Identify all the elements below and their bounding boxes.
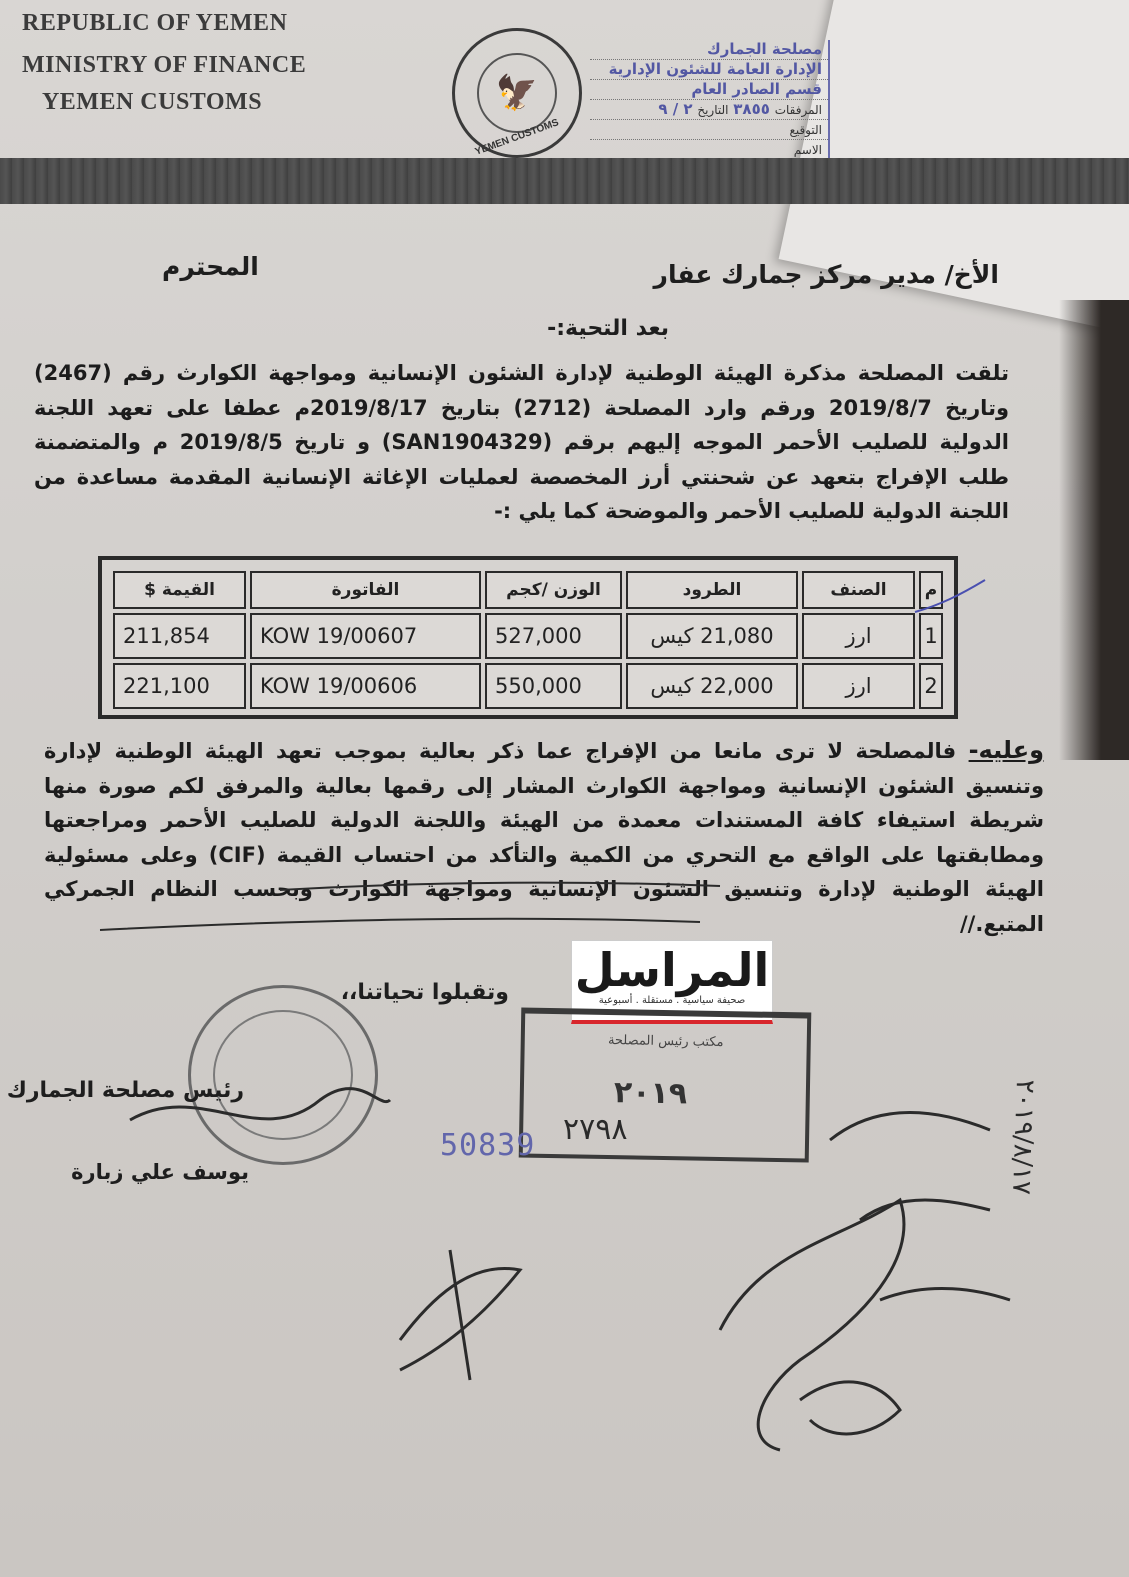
col-header-packages: الطرود — [626, 571, 798, 609]
ministry-round-stamp — [188, 985, 378, 1165]
cell-item: ارز — [802, 613, 915, 659]
signatory-title: رئيس مصلحة الجمارك — [6, 1078, 244, 1103]
watermark-tagline: صحيفة سياسية . مستقلة . أسبوعية — [598, 995, 746, 1006]
intro-paragraph: تلقت المصلحة مذكرة الهيئة الوطنية لإدارة الشئون الإنسانية ومواجهة الكوارث رقم (2467) وتاريخ 2019/8/7 ورقم وارد المصلحة (2712) بتاريخ 2019/8/17م عطفا على تعهد اللجنة الدولية للصليب الأحمر الموجه إليهم برقم (SAN1904329) و تاريخ 2019/8/5 م والمتضمنة طلب الإفراج بتعهد عن شحنتي أرز المخصصة لعمليات الإغاثة الإنسانية المقدمة مساعدة من اللجنة الدولية للصليب الأحمر والموضحة كما يلي :- — [34, 361, 1010, 523]
watermark-brand: المراسل — [574, 943, 770, 997]
ref-stamp-sign-row — [590, 120, 828, 140]
signature-scribble — [400, 1250, 520, 1380]
date-stamp-value: ٢٠١٩ — [613, 1075, 688, 1112]
name-label: الاسم — [793, 143, 822, 157]
signature-scribble — [830, 1113, 1010, 1301]
cell-invoice: KOW 19/00607 — [250, 613, 481, 659]
closing-salutation: وتقبلوا تحياتنا،، — [340, 980, 509, 1005]
decision-text: فالمصلحة لا ترى مانعا من الإفراج عما ذكر بعالية بموجب تعهد الهيئة الوطنية لإدارة وتنسيق الشئون الإنسانية ومواجهة الكوارث المشار إلى رقمها بعالية والمرفق لكم صورة منها شريطة استيفاء كافة المستندات معمدة من الهيئة واللجنة الدولية للصليب الأحمر ومراجعتها ومطابقتها على الواقع مع التحري من الكمية والتأكد من احتساب القيمة (CIF) وعلى مسئولية الهيئة الوطنية لإدارة وتنسيق الشئون الإنسانية ومواجهة الكوارث وبحسب النظام الجمركي المتبع.// — [44, 739, 1044, 936]
col-header-idx: م — [919, 571, 943, 609]
ref-label: المرفقات — [774, 103, 822, 117]
letterhead-agency: YEMEN CUSTOMS — [41, 89, 263, 116]
seal-ring-text: YEMEN CUSTOMS — [473, 117, 561, 158]
cell-value: 211,854 — [113, 613, 246, 659]
background-edge — [1059, 300, 1129, 760]
shipment-table-grid — [109, 567, 947, 713]
cell-invoice: KOW 19/00606 — [250, 663, 481, 709]
date-label: التاريخ — [697, 103, 729, 117]
customs-seal — [452, 28, 582, 158]
ref-date: ٢ / ٩ — [658, 100, 693, 118]
cell-packages: 21,080 كيس — [626, 613, 798, 659]
ref-stamp-line3: قسم الصادر العام — [590, 80, 828, 100]
table-row — [113, 613, 943, 659]
col-header-item: الصنف — [802, 571, 915, 609]
ref-stamp-line1: مصلحة الجمارك — [590, 40, 828, 60]
ref-stamp-line2: الإدارة العامة للشئون الإدارية — [590, 60, 828, 80]
letterhead — [22, 10, 322, 117]
cell-packages: 22,000 كيس — [626, 663, 798, 709]
header-band — [0, 158, 1129, 204]
col-header-value: القيمة $ — [113, 571, 246, 609]
col-header-weight: الوزن /كجم — [485, 571, 622, 609]
round-stamp-inner — [213, 1010, 353, 1140]
decision-lead-word: وعليه- — [968, 736, 1044, 764]
cell-weight: 527,000 — [485, 613, 622, 659]
cell-value: 221,100 — [113, 663, 246, 709]
decision-paragraph — [44, 733, 1044, 941]
eagle-emblem-icon: 🦅 — [495, 73, 539, 113]
sign-label: التوقيع — [789, 123, 822, 137]
signature-scribble — [720, 1200, 904, 1450]
signatory-name: يوسف علي زبارة — [71, 1160, 249, 1184]
cell-item: ارز — [802, 663, 915, 709]
cell-weight: 550,000 — [485, 663, 622, 709]
letterhead-ministry: MINISTRY OF FINANCE — [22, 51, 307, 78]
table-row — [113, 663, 943, 709]
cell-idx: 2 — [919, 663, 943, 709]
cell-idx: 1 — [919, 613, 943, 659]
addressee: الأخ/ مدير مركز جمارك عفار — [653, 260, 999, 289]
ref-stamp-name-row — [590, 140, 828, 160]
signature-scribble — [800, 1382, 900, 1434]
col-header-invoice: الفاتورة — [250, 571, 481, 609]
honorific: المحترم — [162, 252, 259, 281]
table-header-row — [113, 571, 943, 609]
serial-number: 50839 — [440, 1128, 536, 1163]
date-stamp-header: مكتب رئيس المصلحة — [607, 1032, 724, 1051]
letterhead-country: REPUBLIC OF YEMEN — [22, 10, 288, 36]
shipment-table — [98, 556, 958, 719]
ref-number: ٣٨٥٥ — [733, 100, 770, 118]
margin-date: ٢٠١٩/٨/١٧ — [1005, 1078, 1040, 1196]
handwritten-number: ٢٧٩٨ — [563, 1112, 628, 1147]
greeting: بعد التحية:- — [547, 316, 669, 341]
ref-stamp-ref-row — [590, 100, 828, 120]
